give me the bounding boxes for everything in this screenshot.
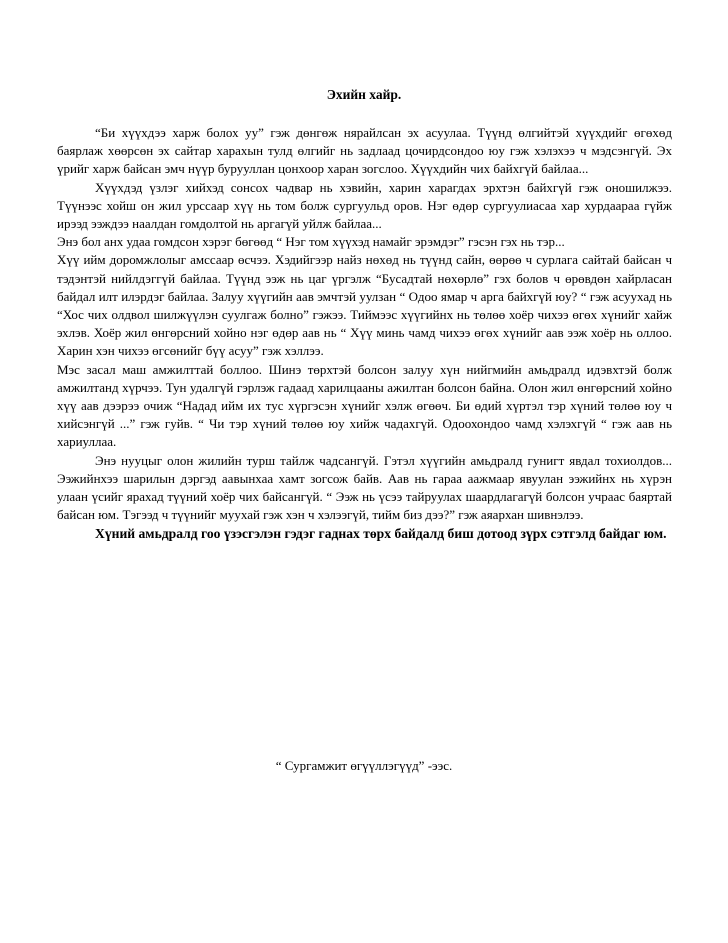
page-title: Эхийн хайр. bbox=[326, 87, 402, 102]
paragraph-1: “Би хүүхдээ харж болох уу” гэж дөнгөж нярайлсан эх асуулаа. Түүнд өлгийтэй хүүхдийг өгөхөд баярлаж хөөрсөн эх сайтар харахын тулд өлгийг нь задлаад цочирдсондоо юу гэж хэлэхээ ч мэдсэнгүй. Эх үрийг харж байсан эмч нүүр бурууллан цонхоор харан зогслоо. Хүүхдийн чих байхгүй байлаа... bbox=[57, 125, 672, 177]
moral-paragraph: Хүний амьдралд гоо үзэсгэлэн гэдэг гаднах төрх байдалд биш дотоод зүрх сэтгэлд байдаг юм. bbox=[95, 526, 667, 542]
paragraph-2: Хүүхдэд үзлэг хийхэд сонсох чадвар нь хэвийн, харин харагдах эрхтэн байхгүй гэж оношилжээ. Түүнээс хойш он жил урссаар хүү нь том болж сургуульд оров. Нэг өдөр сургуулиасаа хар хурдаараа гүйж ирээд ээждээ наалдан гомдолтой нь аргагүй уйлж байлаа... bbox=[57, 179, 672, 232]
paragraph-5: Мэс засал маш амжилттай боллоо. Шинэ төрхтэй болсон залуу хүн нийгмийн амьдралд идэвхтэй болж амжилтанд хүрчээ. Тун удалгүй гэрлэж гадаад харилцааны ажилтан болсон байна. Олон жил өнгөрсний хойно хүү аав дээрээ очиж “Надад ийм их тус хүргэсэн хүнийг хэлж өгөөч. Би өдий хүртэл тэр хүний төлөө юу ч хийсэнгүй ...” гэж гуйв. “ Чи тэр хүний төлөө юу хийж чадахгүй. Одоохондоо чамд хэлэхгүй “ гэж аав нь хариуллаа. bbox=[57, 361, 672, 450]
story-body bbox=[57, 124, 672, 543]
source-citation: “ Сургамжит өгүүллэгүүд” -ээс. bbox=[275, 758, 453, 773]
paragraph-6: Энэ нууцыг олон жилийн турш тайлж чадсангүй. Гэтэл хүүгийн амьдралд гунигт явдал тохиолдов... Ээжийнхээ шарилын дэргэд аавынхаа хамт зогсож байв. Аав нь гараа аажмаар явуулан ээжийнх нь хүрэн улаан үсийг ярахад түүний хоёр чих байсангүй. “ Ээж нь үсээ тайруулах шаардлагагүй болсон учраас баяртай байсан юм. Тэгээд ч түүнийг муухай гэж хэн ч хэлээгүй, тийм биз дээ?” гэж аяархан шивнэлээ. bbox=[57, 452, 672, 523]
paragraph-3: Энэ бол анх удаа гомдсон хэрэг бөгөөд “ Нэг том хүүхэд намайг эрэмдэг” гэсэн гэх нь тэр... bbox=[57, 234, 565, 250]
paragraph-4: Хүү ийм доромжлолыг амссаар өсчээ. Хэдийгээр найз нөхөд нь түүнд сайн, өөрөө ч сурлага сайтай байсан ч тэдэнтэй нийлдэггүй байлаа. Түүнд ээж нь цаг үргэлж “Бусадтай нөхөрлө” гэх болов ч өрөвдөн хайрласан байдал илт илэрдэг байлаа. Залуу хүүгийн аав эмчтэй уулзан “ Одоо ямар ч арга байхгүй юу? “ гэж асуухад нь “Хос чих олдвол шилжүүлэн суулгаж болно” гэжээ. Тиймээс хүүгийнх нь төлөө хоёр чихээ өгөх хүнийг хайж эхлэв. Хоёр жил өнгөрсний хойно нэг өдөр аав нь “ Хүү минь чамд чихээ өгөх хүнийг аав ээж хоёр нь оллоо. Харин хэн чихээ өгсөнийг бүү асуу” гэж хэллээ. bbox=[57, 252, 672, 359]
